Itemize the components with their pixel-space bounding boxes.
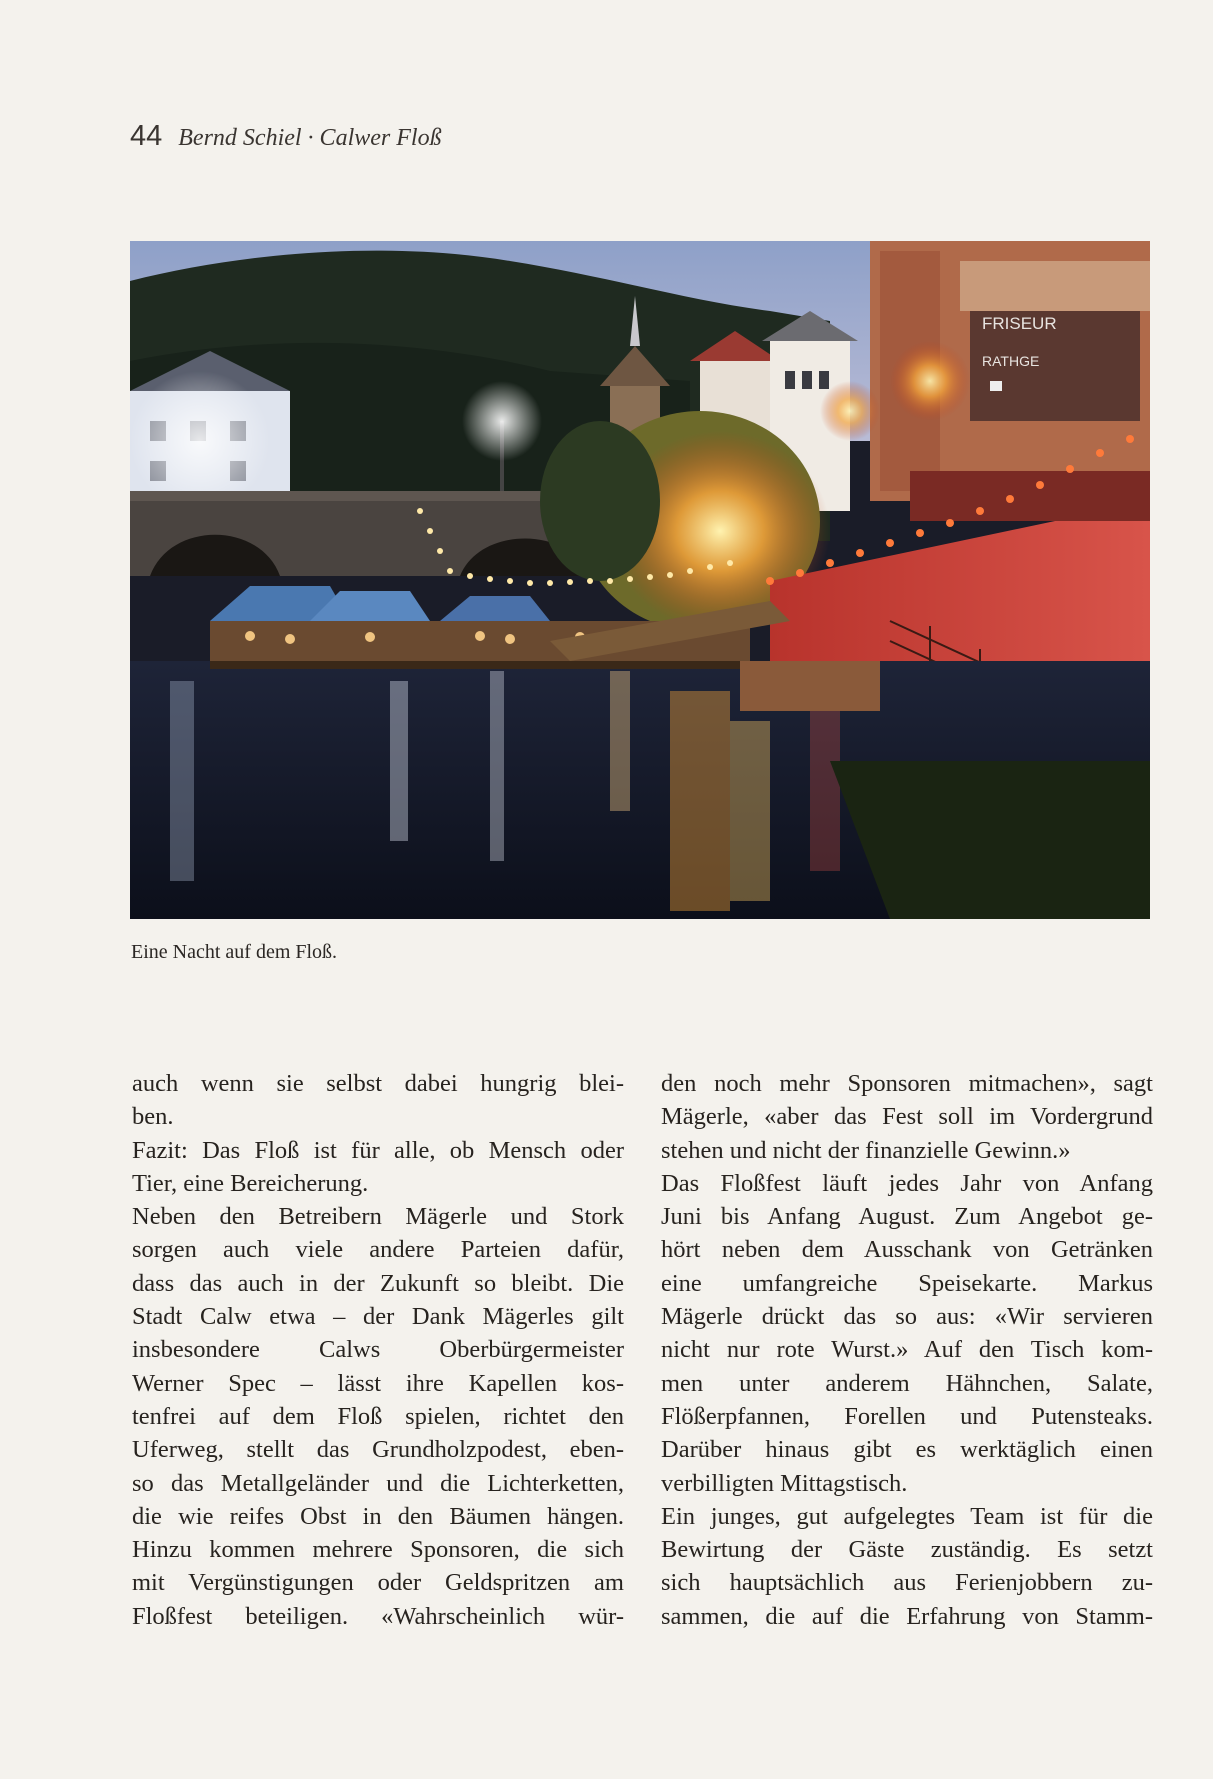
text-line: eine umfangreiche Speisekarte. Markus [661, 1269, 1153, 1297]
text-line: Hinzu kommen mehrere Sponsoren, die sich [132, 1536, 624, 1564]
text-line: sich hauptsächlich aus Ferienjobbern zu- [661, 1569, 1153, 1597]
text-line: Stadt Calw etwa – der Dank Mägerles gilt [132, 1303, 624, 1331]
text-line: Tier, eine Bereicherung. [132, 1169, 369, 1197]
text-column-left [132, 1067, 624, 1633]
sign-rathgeber: RATHGE [982, 353, 1040, 369]
page-header [130, 120, 442, 153]
text-line: hört neben dem Ausschank von Getränken [661, 1236, 1153, 1264]
photo-caption: Eine Nacht auf dem Floß. [131, 941, 338, 963]
text-line: nicht nur rote Wurst.» Auf den Tisch kom- [661, 1336, 1153, 1364]
text-line: dass das auch in der Zukunft so bleibt. Die [132, 1269, 624, 1297]
sign-friseur: FRISEUR [982, 314, 1057, 333]
text-column-right [661, 1067, 1153, 1633]
text-line: sorgen auch viele andere Parteien dafür, [132, 1236, 624, 1264]
text-line: Fazit: Das Floß ist für alle, ob Mensch oder [132, 1136, 624, 1164]
text-line: Juni bis Anfang August. Zum Angebot ge- [661, 1203, 1153, 1231]
text-line: ben. [132, 1103, 174, 1131]
text-line: Uferweg, stellt das Grundholzpodest, eben- [132, 1436, 624, 1464]
running-head: Bernd Schiel · Calwer Floß [178, 125, 442, 151]
text-line: Floßfest beteiligen. «Wahrscheinlich wür- [132, 1602, 624, 1630]
text-line: auch wenn sie selbst dabei hungrig blei- [132, 1070, 624, 1097]
text-line: sammen, die auf die Erfahrung von Stamm- [661, 1602, 1153, 1630]
text-line: Mägerle drückt das so aus: «Wir servieren [661, 1303, 1153, 1331]
text-line: stehen und nicht der finanzielle Gewinn.» [661, 1136, 1071, 1164]
text-line: Werner Spec – lässt ihre Kapellen kos- [132, 1369, 624, 1397]
text-line: Ein junges, gut aufgelegtes Team ist für die [661, 1502, 1153, 1530]
text-line: verbilligten Mittagstisch. [661, 1469, 908, 1497]
text-line: insbesondere Calws Oberbürgermeister [132, 1336, 624, 1364]
text-line: Bewirtung der Gäste zuständig. Es setzt [661, 1536, 1153, 1564]
text-line: Darüber hinaus gibt es werktäglich einen [661, 1436, 1153, 1464]
night-raft-photo [130, 241, 1150, 919]
page-number: 44 [130, 120, 163, 152]
text-line: Das Floßfest läuft jedes Jahr von Anfang [661, 1169, 1153, 1197]
text-line: mit Vergünstigungen oder Geldspritzen am [132, 1569, 624, 1597]
text-line: die wie reifes Obst in den Bäumen hängen. [132, 1502, 624, 1530]
text-line: so das Metallgeländer und die Lichterketten, [132, 1469, 624, 1497]
text-line: Flößerpfannen, Forellen und Putensteaks. [661, 1402, 1153, 1430]
text-line: Neben den Betreibern Mägerle und Stork [132, 1203, 624, 1231]
text-line: tenfrei auf dem Floß spielen, richtet den [132, 1402, 624, 1430]
text-line: Mägerle, «aber das Fest soll im Vordergrund [661, 1103, 1153, 1131]
text-line: den noch mehr Sponsoren mitmachen», sagt [661, 1070, 1153, 1097]
text-line: men unter anderem Hähnchen, Salate, [661, 1369, 1153, 1397]
